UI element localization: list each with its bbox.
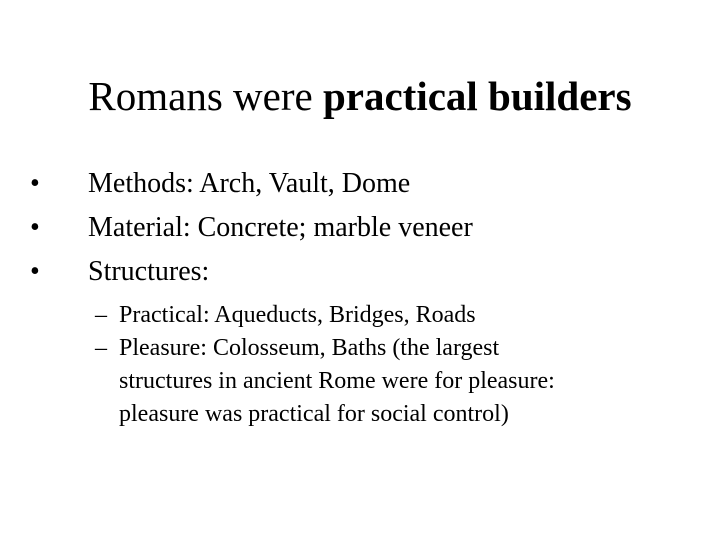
sub-bullet-list [95,299,675,431]
bullet-text: Structures: [88,256,210,287]
sub-bullet-practical [95,299,675,332]
slide-title-emphasis: practical builders [322,73,632,119]
sub-bullet-text-line: structures in ancient Rome were for pleasure: [119,368,555,394]
slide-title [0,70,720,122]
bullet-structures [30,250,690,294]
bullet-marker: • [30,168,40,199]
bullet-material [30,206,690,250]
sub-bullet-marker: – [95,302,107,328]
sub-bullet-marker: – [95,335,107,361]
bullet-text: Material: Concrete; marble veneer [88,212,473,243]
slide-title-prefix: Romans were [88,73,323,119]
bullet-marker: • [30,256,40,287]
bullet-list [30,162,690,294]
sub-bullet-text: Practical: Aqueducts, Bridges, Roads [119,302,476,328]
sub-bullet-pleasure [95,332,675,431]
bullet-marker: • [30,212,40,243]
sub-bullet-text-line: Pleasure: Colosseum, Baths (the largest [119,335,500,361]
bullet-methods [30,162,690,206]
bullet-text: Methods: Arch, Vault, Dome [88,168,411,199]
sub-bullet-text-line: pleasure was practical for social control) [119,401,509,427]
